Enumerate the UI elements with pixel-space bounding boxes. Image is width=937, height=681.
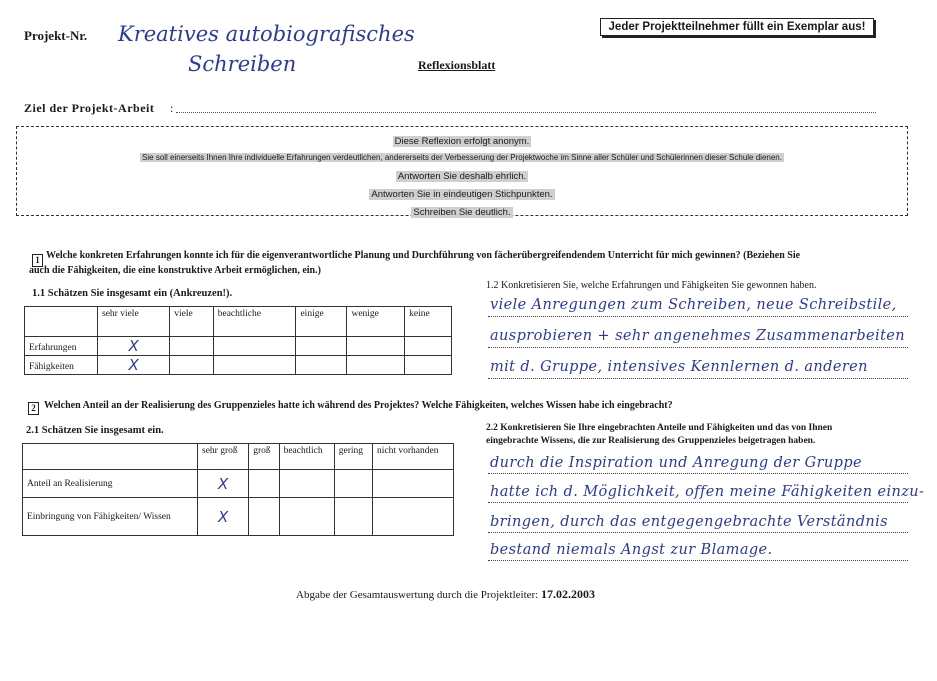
q1-answer-line — [488, 316, 908, 317]
q1-row-label-faehigkeiten: Fähigkeiten — [25, 356, 98, 375]
projekt-title-line1: Kreatives autobiografisches — [118, 22, 415, 46]
q1-checkbox-faehigkeiten-beachtliche[interactable] — [213, 356, 296, 375]
q2-checkbox-anteil-nicht-vorhanden[interactable] — [373, 470, 454, 498]
q1-col-wenige: wenige — [347, 307, 405, 337]
q1-row-label-erfahrungen: Erfahrungen — [25, 337, 98, 356]
q1-answer-line1: viele Anregungen zum Schreiben, neue Schreibstile, — [490, 297, 897, 313]
q1-checkbox-erfahrungen-keine[interactable] — [405, 337, 452, 356]
q1-checkbox-faehigkeiten-viele[interactable] — [170, 356, 213, 375]
q1-checkbox-faehigkeiten-einige[interactable] — [296, 356, 347, 375]
q1-checkbox-erfahrungen-beachtliche[interactable] — [213, 337, 296, 356]
table-row — [25, 356, 452, 375]
notice-box: Jeder Projektteilnehmer füllt ein Exemplar aus! — [600, 18, 874, 36]
q2-checkbox-anteil-beachtlich[interactable] — [279, 470, 334, 498]
q2-checkbox-anteil-sehr-gross[interactable] — [198, 470, 249, 498]
table-row — [23, 498, 454, 536]
q2-row-label-einbringung: Einbringung von Fähigkeiten/ Wissen — [23, 498, 198, 536]
q1-mark-erfahrungen: X — [128, 337, 139, 355]
q1-checkbox-erfahrungen-sehr-viele[interactable] — [98, 337, 170, 356]
table-row — [23, 470, 454, 498]
q2-col-nicht-vorhanden: nicht vorhanden — [373, 444, 454, 470]
q2-checkbox-einbringung-gering[interactable] — [334, 498, 372, 536]
footer-date: 17.02.2003 — [540, 587, 595, 601]
q2-sub2-line2: eingebrachte Wissens, die zur Realisierung des Gruppenzieles beigetragen haben. — [486, 436, 816, 446]
q1-rating-table — [24, 306, 452, 375]
q2-col-gering: gering — [334, 444, 372, 470]
q1-question-line1: Welche konkreten Erfahrungen konnte ich für die eigenverantwortliche Planung und Durchführung von fächerübergreifendendem Unterricht für mich gewinnen? (Beziehen Sie — [46, 250, 801, 261]
projekt-nr-label: Projekt-Nr. — [24, 28, 88, 43]
q1-checkbox-faehigkeiten-wenige[interactable] — [347, 356, 405, 375]
q2-col-beachtlich: beachtlich — [279, 444, 334, 470]
footer-text: Abgabe der Gesamtauswertung durch die Projektleiter: — [296, 589, 539, 601]
table-row — [25, 337, 452, 356]
q1-question-line2: auch die Fähigkeiten, die eine konstruktive Arbeit ermöglichen, ein.) — [29, 265, 321, 276]
q2-checkbox-anteil-gross[interactable] — [249, 470, 279, 498]
instruction-clear: Schreiben Sie deutlich. — [413, 207, 511, 218]
q2-answer-line1: durch die Inspiration und Anregung der Gruppe — [490, 455, 863, 471]
instruction-anonym: Diese Reflexion erfolgt anonym. — [394, 136, 530, 147]
q2-mark-anteil: X — [217, 474, 229, 493]
instruction-honest: Antworten Sie deshalb ehrlich. — [397, 171, 527, 182]
q2-col-sehr-gross: sehr groß — [198, 444, 249, 470]
instruction-purpose: Sie soll einerseits Ihnen Ihre individuelle Erfahrungen verdeutlichen, andererseits der Verbesserung der Projektwoche im Sinne aller Schüler und Schülerinnen dieser Schule dienen. — [142, 153, 782, 162]
q1-checkbox-erfahrungen-viele[interactable] — [170, 337, 213, 356]
q1-answer-line2: ausprobieren + sehr angenehmes Zusammenarbeiten — [490, 328, 906, 344]
q1-checkbox-erfahrungen-einige[interactable] — [296, 337, 347, 356]
q2-question: Welchen Anteil an der Realisierung des Gruppenzieles hatte ich während des Projektes? Welche Fähigkeiten, welches Wissen habe ich eingebracht? — [44, 400, 673, 411]
q1-checkbox-faehigkeiten-sehr-viele[interactable] — [98, 356, 170, 375]
q2-sub2-line1: 2.2 Konkretisieren Sie Ihre eingebrachten Anteile und Fähigkeiten und das von Ihnen — [486, 423, 833, 433]
q1-col-einige: einige — [296, 307, 347, 337]
ziel-colon: : — [170, 101, 174, 115]
q2-answer-line2: hatte ich d. Möglichkeit, offen meine Fähigkeiten einzu- — [490, 484, 925, 500]
q1-checkbox-faehigkeiten-keine[interactable] — [405, 356, 452, 375]
q1-answer-line — [488, 378, 908, 379]
q2-answer-line — [488, 560, 908, 561]
q2-row-label-anteil: Anteil an Realisierung — [23, 470, 198, 498]
q1-checkbox-erfahrungen-wenige[interactable] — [347, 337, 405, 356]
q1-number: 1 — [32, 254, 43, 267]
q1-col-keine: keine — [405, 307, 452, 337]
q2-answer-line4: bestand niemals Angst zur Blamage. — [490, 542, 773, 558]
q2-checkbox-einbringung-beachtlich[interactable] — [279, 498, 334, 536]
q1-sub2-label: 1.2 Konkretisieren Sie, welche Erfahrungen und Fähigkeiten Sie gewonnen haben. — [486, 280, 817, 291]
sheet-title: Reflexionsblatt — [418, 58, 496, 72]
q1-sub1-label: 1.1 Schätzen Sie insgesamt ein (Ankreuzen!). — [32, 288, 233, 299]
footer — [296, 587, 595, 602]
q2-rating-table — [22, 443, 454, 536]
q2-checkbox-anteil-gering[interactable] — [334, 470, 372, 498]
ziel-label: Ziel der Projekt-Arbeit — [24, 101, 155, 115]
q1-corner — [25, 307, 98, 337]
q2-answer-line — [488, 473, 908, 474]
q1-answer-line — [488, 347, 908, 348]
ziel-line — [176, 112, 876, 113]
q1-col-viele: viele — [170, 307, 213, 337]
q2-answer-line3: bringen, durch das entgegengebrachte Verständnis — [490, 514, 889, 530]
q2-sub1-label: 2.1 Schätzen Sie insgesamt ein. — [26, 425, 164, 436]
q2-corner — [23, 444, 198, 470]
q2-checkbox-einbringung-sehr-gross[interactable] — [198, 498, 249, 536]
projekt-title-line2: Schreiben — [188, 52, 297, 76]
q2-answer-line — [488, 502, 908, 503]
q2-col-gross: groß — [249, 444, 279, 470]
q1-col-beachtliche: beachtliche — [213, 307, 296, 337]
q2-checkbox-einbringung-nicht-vorhanden[interactable] — [373, 498, 454, 536]
q2-checkbox-einbringung-gross[interactable] — [249, 498, 279, 536]
q2-number: 2 — [28, 402, 39, 415]
instruction-keywords: Antworten Sie in eindeutigen Stichpunkten. — [371, 189, 553, 200]
q1-answer-line3: mit d. Gruppe, intensives Kennlernen d. anderen — [490, 359, 868, 375]
q1-col-sehr-viele: sehr viele — [98, 307, 170, 337]
q2-mark-einbringung: X — [217, 507, 229, 526]
q2-answer-line — [488, 532, 908, 533]
q1-mark-faehigkeiten: X — [128, 356, 139, 374]
